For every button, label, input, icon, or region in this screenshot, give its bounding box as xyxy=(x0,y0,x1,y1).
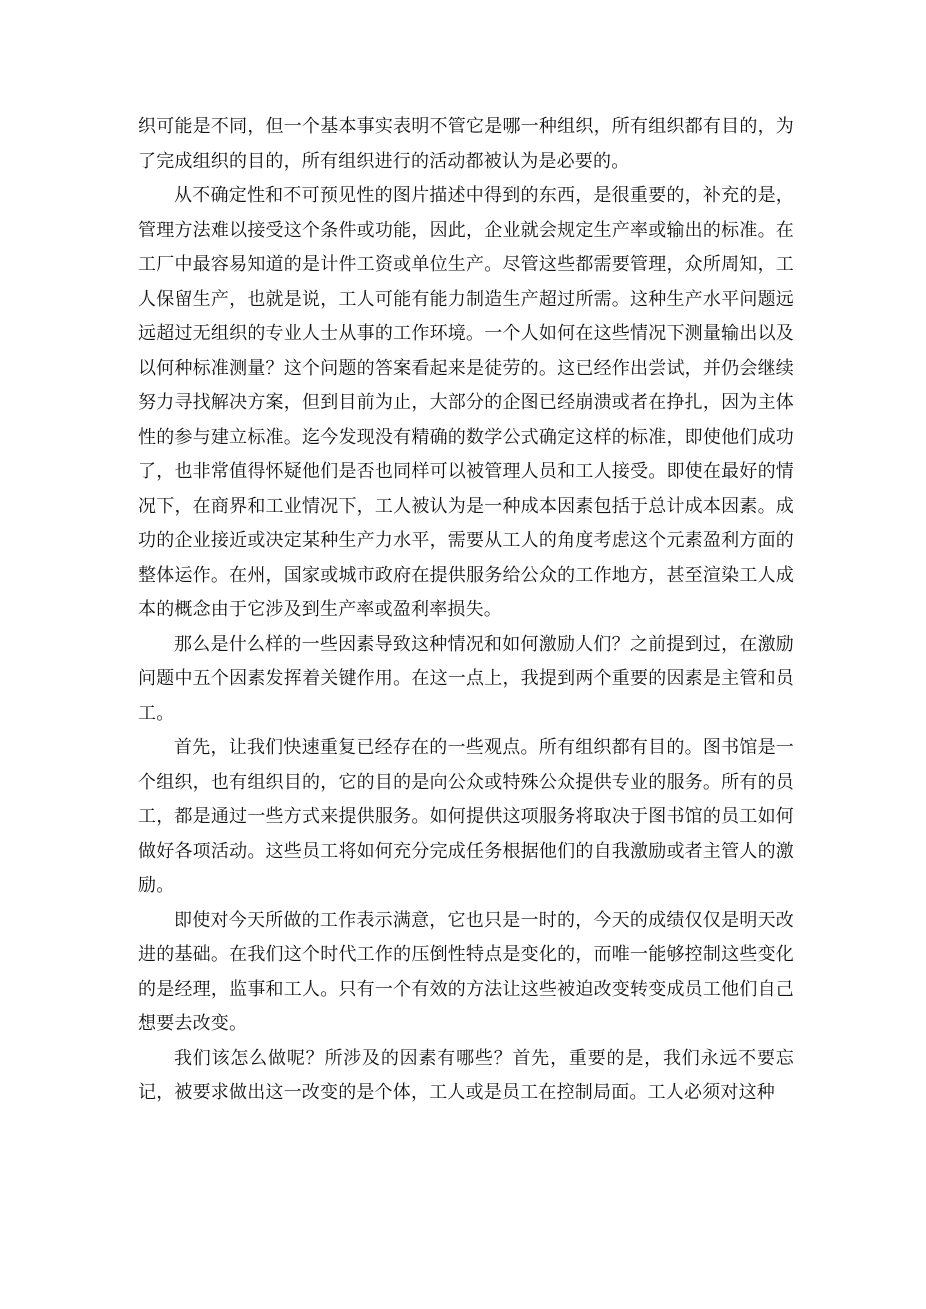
paragraph-library-organization: 首先，让我们快速重复已经存在的一些观点。所有组织都有目的。图书馆是一个组织，也有组织目的，它的目的是向公众或特殊公众提供专业的服务。所有的员工，都是通过一些方式来提供服务。如何提供这项服务将取决于图书馆的员工如何做好各项活动。这些员工将如何充分完成任务根据他们的自我激励或者主管人的激励。 xyxy=(138,737,794,896)
body-text xyxy=(138,110,794,1111)
paragraph-output-standards: 从不确定性和不可预见性的图片描述中得到的东西，是很重要的，补充的是，管理方法难以接受这个条件或功能，因此，企业就会规定生产率或输出的标准。在工厂中最容易知道的是计件工资或单位生产。尽管这些都需要管理，众所周知，工人保留生产，也就是说，工人可能有能力制造生产超过所需。这种生产水平问题远远超过无组织的专业人士从事的工作环境。一个人如何在这些情况下测量输出以及以何种标准测量？这个问题的答案看起来是徒劳的。这已经作出尝试，并仍会继续努力寻找解决方案，但到目前为止，大部分的企图已经崩溃或者在挣扎，因为主体性的参与建立标准。迄今发现没有精确的数学公式确定这样的标准，即使他们成功了，也非常值得怀疑他们是否也同样可以被管理人员和工人接受。即使在最好的情况下，在商界和工业情况下，工人被认为是一种成本因素包括于总计成本因素。成功的企业接近或决定某种生产力水平，需要从工人的角度考虑这个元素盈利方面的整体运作。在州，国家或城市政府在提供服务给公众的工作地方，甚至渲染工人成本的概念由于它涉及到生产率或盈利率损失。 xyxy=(138,185,794,620)
paragraph-individual-control: 我们该怎么做呢？所涉及的因素有哪些？首先，重要的是，我们永远不要忘记，被要求做出这一改变的是个体，工人或是员工在控制局面。工人必须对这种 xyxy=(138,1047,794,1103)
paragraph-continuation: 织可能是不同，但一个基本事实表明不管它是哪一种组织，所有组织都有目的，为了完成组织的目的，所有组织进行的活动都被认为是必要的。 xyxy=(138,116,794,172)
paragraph-motivation-factors: 那么是什么样的一些因素导致这种情况和如何激励人们？之前提到过，在激励问题中五个因素发挥着关键作用。在这一点上，我提到两个重要的因素是主管和员工。 xyxy=(138,633,794,724)
paragraph-change: 即使对今天所做的工作表示满意，它也只是一时的，今天的成绩仅仅是明天改进的基础。在我们这个时代工作的压倒性特点是变化的，而唯一能够控制这些变化的是经理，监事和工人。只有一个有效的方法让这些被迫改变转变成员工他们自己想要去改变。 xyxy=(138,909,794,1034)
